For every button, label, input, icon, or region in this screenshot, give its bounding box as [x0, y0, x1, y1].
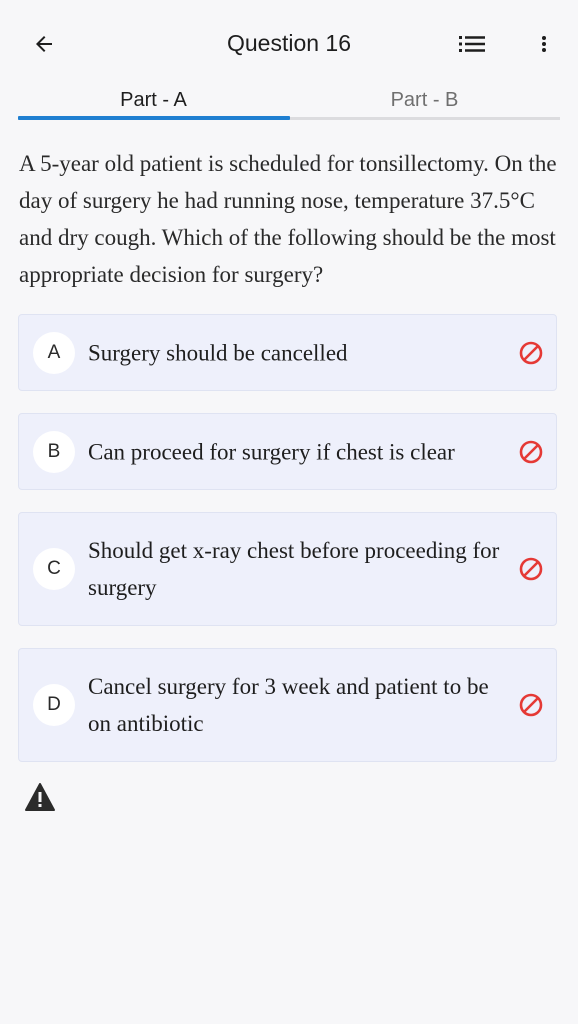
option-d[interactable] — [18, 648, 557, 762]
format-list-icon — [458, 34, 486, 54]
block-icon — [518, 692, 544, 718]
option-b[interactable] — [18, 413, 557, 490]
option-letter: D — [33, 684, 75, 726]
tab-part-b[interactable]: Part - B — [390, 88, 459, 111]
part-tabs — [18, 80, 560, 122]
page-title: Question 16 — [226, 30, 352, 56]
app-bar — [0, 0, 578, 86]
option-text: Cancel surgery for 3 week and patient to be on antibiotic — [88, 674, 489, 736]
option-text: Surgery should be cancelled — [88, 340, 348, 365]
question-list-button[interactable] — [450, 22, 494, 66]
block-icon — [518, 340, 544, 366]
option-letter: C — [33, 548, 75, 590]
option-letter: A — [33, 332, 75, 374]
warning-icon[interactable] — [24, 782, 56, 812]
option-a[interactable] — [18, 314, 557, 391]
tab-part-a[interactable]: Part - A — [120, 88, 187, 111]
tab-active-indicator — [18, 116, 290, 120]
option-letter: B — [33, 431, 75, 473]
question-text: A 5-year old patient is scheduled for tonsillectomy. On the day of surgery he had running nose, temperature 37.5°C and dry cough. Which of the following should be the most appropriate decision for surgery? — [19, 151, 557, 287]
option-text: Should get x-ray chest before proceeding for surgery — [88, 538, 500, 600]
block-icon — [518, 556, 544, 582]
block-icon — [518, 439, 544, 465]
option-text: Can proceed for surgery if chest is clear — [88, 439, 455, 464]
more-options-button[interactable] — [522, 22, 566, 66]
option-c[interactable] — [18, 512, 557, 626]
more-vertical-icon — [540, 34, 548, 54]
